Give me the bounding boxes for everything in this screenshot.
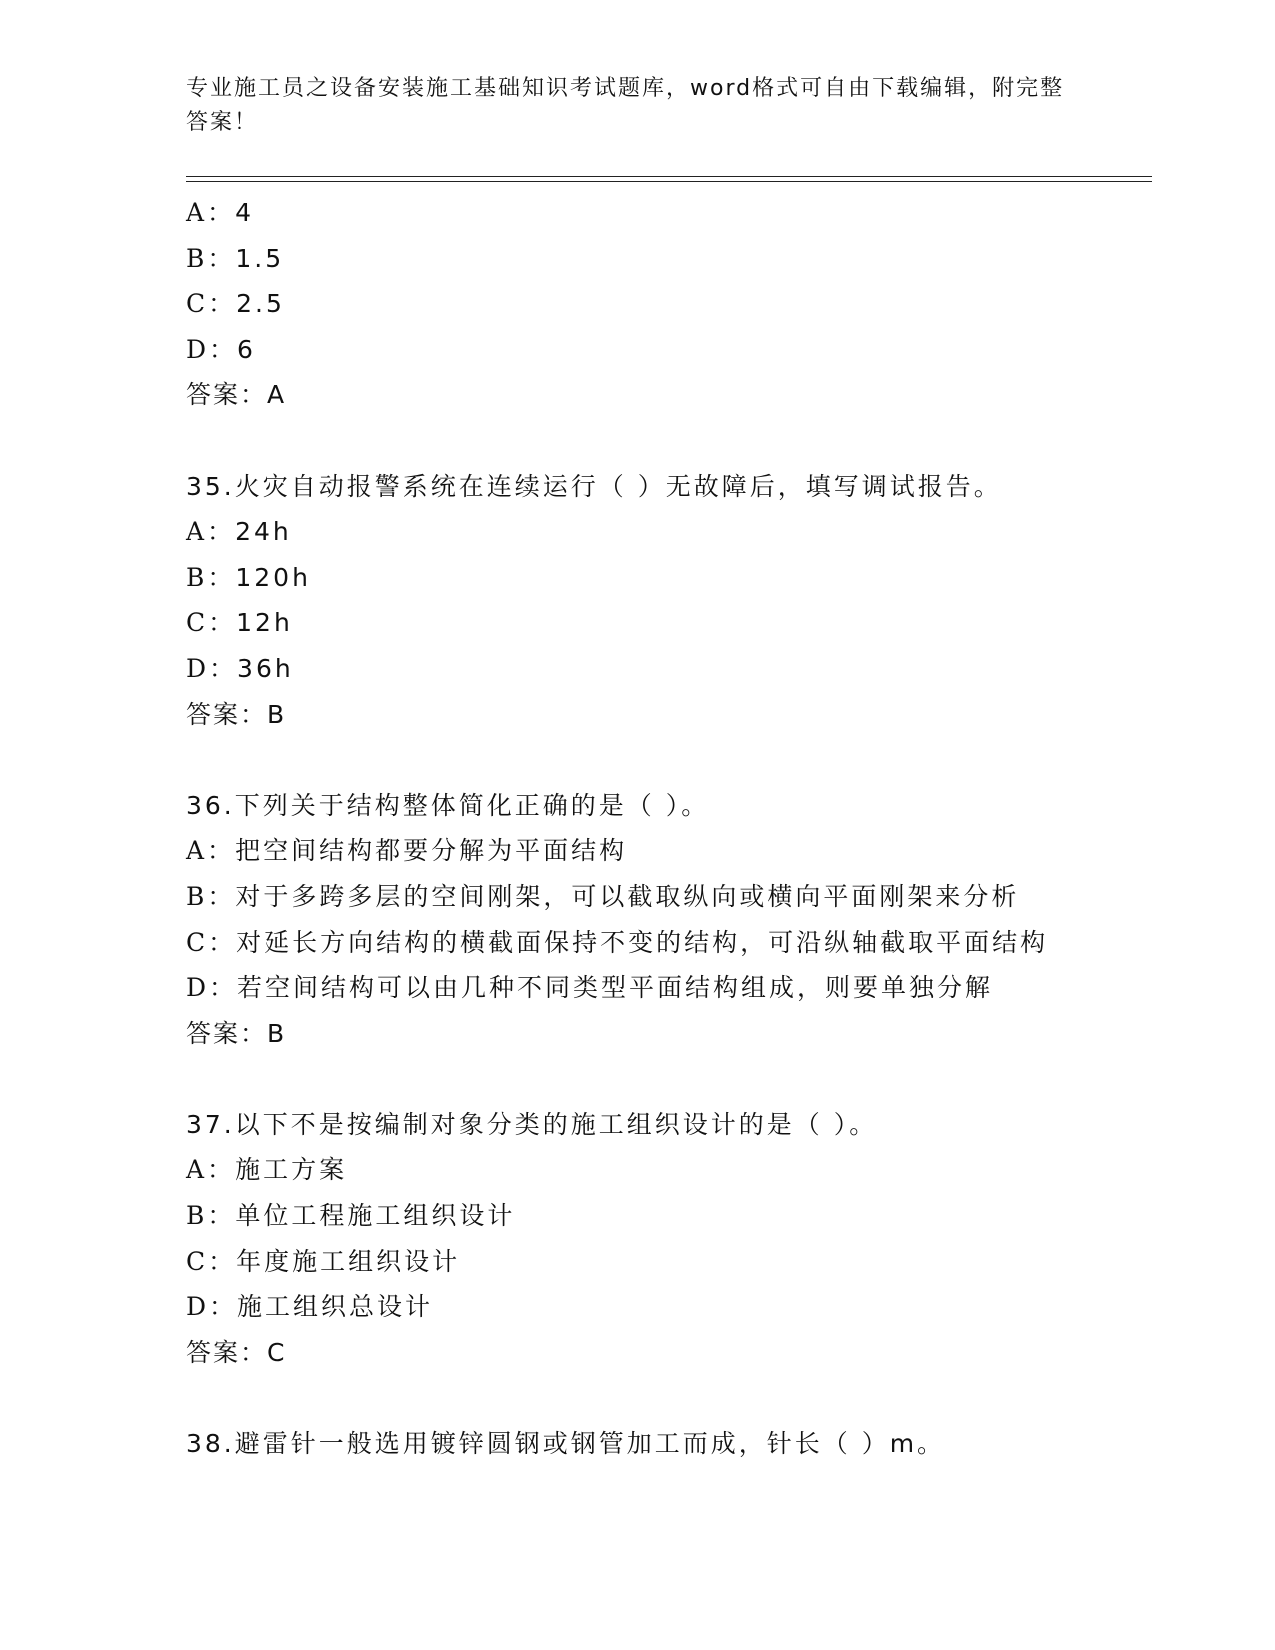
prev-question-options xyxy=(186,190,1146,372)
answer-line: 答案：B xyxy=(186,1018,287,1048)
answer-line: 答案：C xyxy=(186,1337,287,1367)
header-divider-top xyxy=(186,176,1152,177)
header-divider-bottom xyxy=(186,181,1152,182)
option-a: A：把空间结构都要分解为平面结构 xyxy=(186,836,628,866)
option-a: A：4 xyxy=(186,198,254,227)
option-a: A：施工方案 xyxy=(186,1155,348,1185)
option-c: C：年度施工组织设计 xyxy=(186,1246,461,1276)
option-c: C：对延长方向结构的横截面保持不变的结构，可沿纵轴截取平面结构 xyxy=(186,927,1049,957)
option-d: D：36h xyxy=(186,653,294,683)
question-stem-36: 36.下列关于结构整体简化正确的是（ ）。 xyxy=(186,790,710,820)
option-c: C：12h xyxy=(186,608,293,638)
option-b: B：单位工程施工组织设计 xyxy=(186,1201,516,1231)
option-c: C：2.5 xyxy=(186,289,285,319)
question-content xyxy=(186,190,1146,1467)
spacer xyxy=(186,418,1146,464)
question-stem-37: 37.以下不是按编制对象分类的施工组织设计的是（ ）。 xyxy=(186,1109,878,1139)
option-b: B：对于多跨多层的空间刚架，可以截取纵向或横向平面刚架来分析 xyxy=(186,881,1020,911)
option-d: D：施工组织总设计 xyxy=(186,1292,434,1322)
option-d: D：若空间结构可以由几种不同类型平面结构组成，则要单独分解 xyxy=(186,973,994,1003)
document-header: 专业施工员之设备安装施工基础知识考试题库，word格式可自由下载编辑，附完整答案！ xyxy=(186,76,1065,135)
spacer xyxy=(186,737,1146,783)
option-a: A：24h xyxy=(186,517,292,547)
question-stem-35: 35.火灾自动报警系统在连续运行（ ）无故障后，填写调试报告。 xyxy=(186,471,1002,501)
spacer xyxy=(186,1056,1146,1102)
question-stem-38: 38.避雷针一般选用镀锌圆钢或钢管加工而成，针长（ ）m。 xyxy=(186,1429,946,1459)
option-b: B：120h xyxy=(186,562,311,592)
option-b: B：1.5 xyxy=(186,243,285,273)
answer-line: 答案：B xyxy=(186,699,287,729)
option-d: D：6 xyxy=(186,334,256,364)
spacer xyxy=(186,1375,1146,1421)
answer-line: 答案：A xyxy=(186,380,287,410)
